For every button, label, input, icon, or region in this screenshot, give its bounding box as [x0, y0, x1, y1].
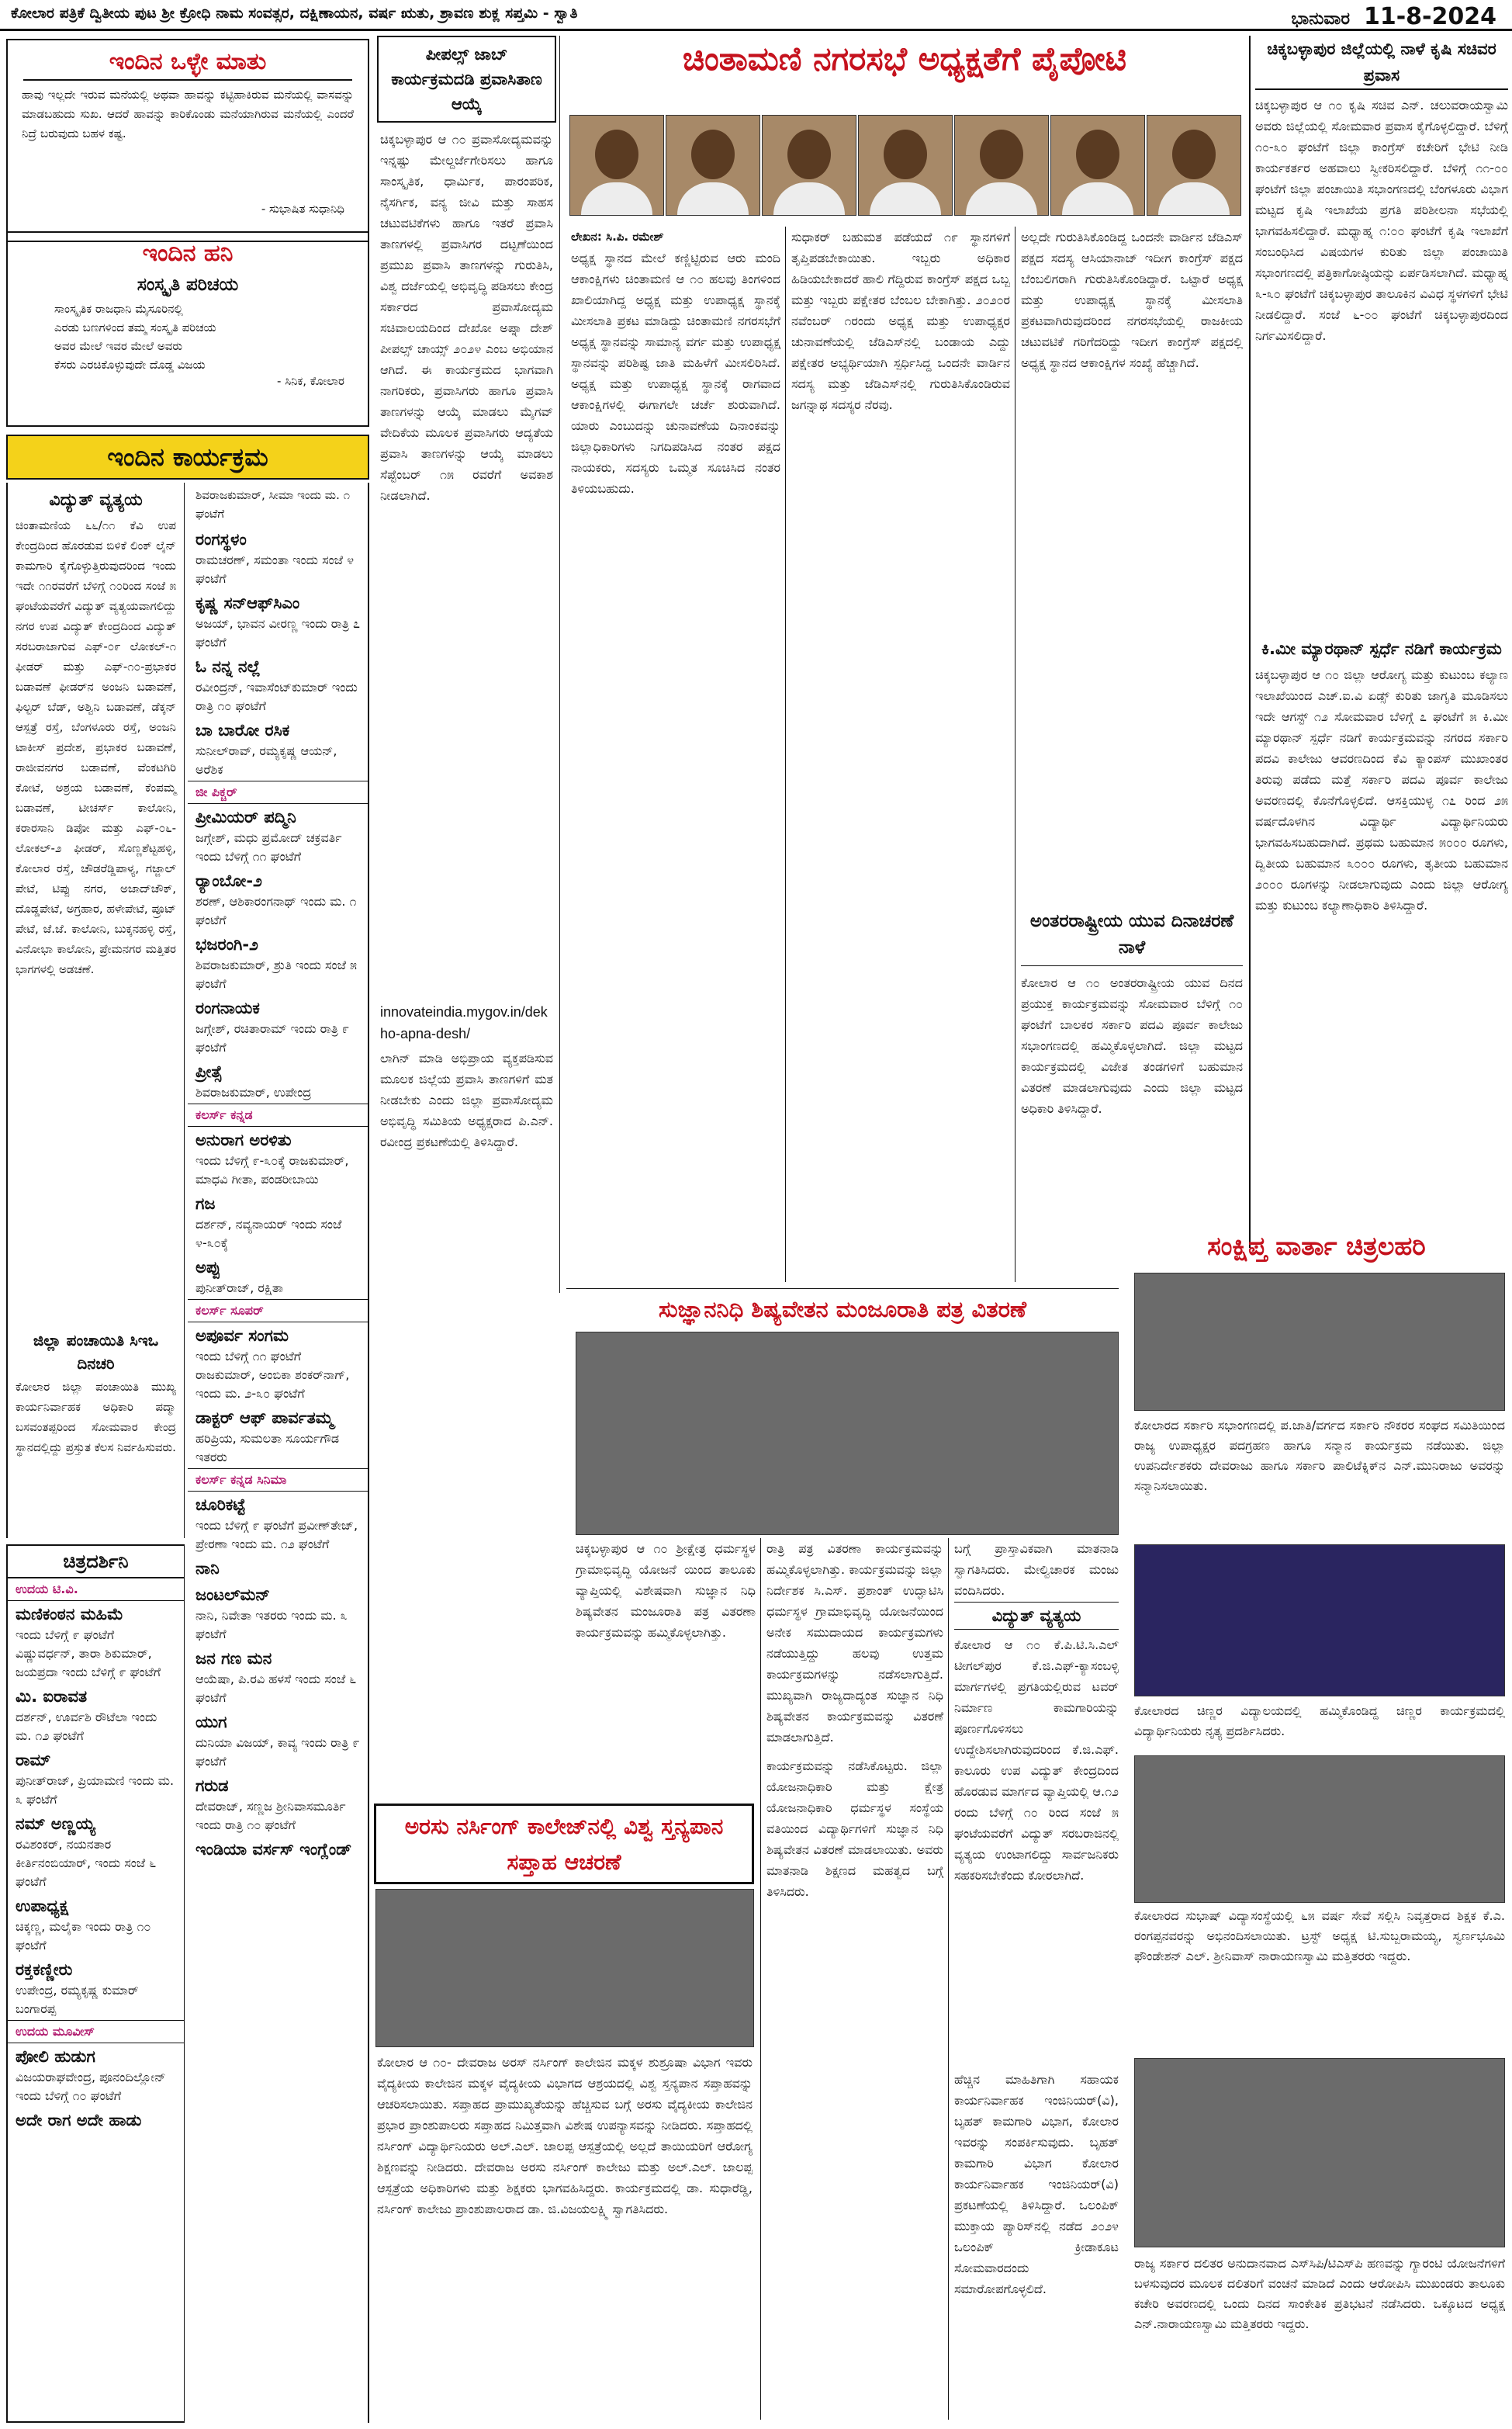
column-rule: [785, 227, 786, 1282]
snippets-title: ಸಂಕ್ಷಿಪ್ತ ವಾರ್ತಾ ಚಿತ್ರಲಹರಿ: [1207, 1231, 1426, 1261]
scholarship-col-2-text: ರಾತ್ರಿ ಪತ್ರ ವಿತರಣಾ ಕಾರ್ಯಕ್ರಮವನ್ನು ಹಮ್ಮಿಕೊಳ್ಳಲಾಗಿತ್ತು. ಕಾರ್ಯಕ್ರಮವನ್ನು ಜಿಲ್ಲಾ ನಿರ್ದೇಶಕ ಸಿ.ಎಸ್. ಪ್ರಶಾಂತ್ ಉದ್ಘಾಟಿಸಿ ಧರ್ಮಸ್ಥಳ ಗ್ರಾಮಾಭಿವೃದ್ಧಿ ಯೋಜನೆಯಿಂದ ಅನೇಕ ಸಮುದಾಯದ ಕಾರ್ಯಕ್ರಮಗಳು ನಡೆಯುತ್ತಿದ್ದು ಹಲವು ಉತ್ತಮ ಕಾರ್ಯಕ್ರಮಗಳನ್ನು ನಡೆಸಲಾಗುತ್ತಿದೆ. ಮುಖ್ಯವಾಗಿ ರಾಜ್ಯದಾದ್ಯಂತ ಸುಜ್ಞಾನ ನಿಧಿ ಶಿಷ್ಯವೇತನ ಕಾರ್ಯಕ್ರಮವನ್ನು ವಿತರಣೆ ಮಾಡಲಾಗುತ್ತಿದೆ.: [766, 1541, 943, 1745]
tv-listing-info: ಇಂದು ಬೆಳಿಗ್ಗೆ ೧೧ ಘಂಟೆಗೆ ರಾಜಕುಮಾರ್, ಅಂಬಿಕಾ ಶಂಕರ್‌ನಾಗ್, ಇಂದು ಮ. ೨-೩೦ ಘಂಟೆಗೆ: [195, 1349, 350, 1401]
tv-listing: [188, 1322, 368, 1405]
snippet-caption-2: ಕೋಲಾರದ ಚಿಣ್ಣರ ವಿದ್ಯಾಲಯದಲ್ಲಿ ಹಮ್ಮಿಕೊಂಡಿದ್ದ ಚಿಣ್ಣರ ಕಾರ್ಯಕ್ರಮದಲ್ಲಿ ವಿದ್ಯಾರ್ಥಿನಿಯರು ನೃತ್ಯ ಪ್ರದರ್ಶಿಸಿದರು.: [1134, 1703, 1505, 1738]
todays-drop-title: ಇಂದಿನ ಹನಿ: [142, 240, 234, 267]
agri-text: ಚಿಕ್ಕಬಳ್ಳಾಪುರ ಆ ೧೦ ಕೃಷಿ ಸಚಿವ ಎನ್. ಚಲುವರಾಯಸ್ವಾಮಿ ಅವರು ಜಿಲ್ಲೆಯಲ್ಲಿ ಸೋಮವಾರ ಪ್ರವಾಸ ಕೈಗೊಳ್ಳಲಿದ್ದಾರೆ. ಬೆಳಿಗ್ಗೆ ೧೦-೩೦ ಘಂಟೆಗೆ ಜಿಲ್ಲಾ ಕಾಂಗ್ರೆಸ್ ಕಚೇರಿಗೆ ಭೇಟಿ ನೀಡಿ ಕಾರ್ಯಕರ್ತರ ಅಹವಾಲು ಸ್ವೀಕರಿಸಲಿದ್ದಾರೆ. ಬೆಳಿಗ್ಗೆ ೧೧-೦೦ ಘಂಟೆಗೆ ಜಿಲ್ಲಾ ಪಂಚಾಯಿತಿ ಸಭಾಂಗಣದಲ್ಲಿ ಬೆಂಗಳೂರು ವಿಭಾಗ ಮಟ್ಟದ ಕೃಷಿ ಇಲಾಖೆಯ ಪ್ರಗತಿ ಪರಿಶೀಲನಾ ಸಭೆಯಲ್ಲಿ ಭಾಗವಹಿಸಲಿದ್ದಾರೆ. ಮಧ್ಯಾಹ್ನ ೧:೦೦ ಘಂಟೆಗೆ ಕೃಷಿ ಇಲಾಖೆಗೆ ಸಂಬಂಧಿಸಿದ ವಿಷಯಗಳ ಕುರಿತು ಜಿಲ್ಲಾ ಪಂಚಾಯಿತಿ ಸಭಾಂಗಣದಲ್ಲಿ ಪತ್ರಿಕಾಗೋಷ್ಠಿಯನ್ನು ಏರ್ಪಡಿಸಲಾಗಿದೆ. ಮಧ್ಯಾಹ್ನ ೩-೩೦ ಘಂಟೆಗೆ ಚಿಕ್ಕಬಳ್ಳಾಪುರ ತಾಲೂಕಿನ ವಿವಿಧ ಸ್ಥಳಗಳಿಗೆ ಭೇಟಿ ನೀಡಲಿದ್ದಾರೆ. ಸಂಜೆ ೬-೦೦ ಘಂಟೆಗೆ ಚಿಕ್ಕಬಳ್ಳಾಪುರದಿಂದ ನಿರ್ಗಮಿಸಲಿದ್ದಾರೆ.: [1255, 98, 1508, 343]
masthead-date: ಭಾನುವಾರ 11-8-2024: [1291, 3, 1496, 30]
tv-listing-title: ಅಪ್ಪು: [195, 1258, 221, 1277]
tv-listing-info: ದರ್ಶನ್, ನವ್ಯನಾಯರ್ ಇಂದು ಸಂಜೆ ೪-೩೦ಕ್ಕೆ: [195, 1217, 342, 1250]
movie-group: [8, 2043, 184, 2133]
todays-drop-line: ಸಾಂಸ್ಕೃತಿಕ ರಾಜಧಾನಿ ಮೈಸೂರಿನಲ್ಲಿ: [54, 302, 183, 316]
tv-listing-info: ಇಂದು ಬೆಳಿಗ್ಗೆ ೯ ಘಂಟೆಗೆ ವಿಷ್ಣುವರ್ಧನ್, ತಾರಾ ಶಿಕುಮಾರ್, ಜಯಪ್ರದಾ ಇಂದು ಬೆಳಿಗ್ಗೆ ೯ ಘಂಟೆಗೆ: [16, 1627, 161, 1679]
tv-listing: [188, 868, 368, 931]
tv-listing-info: ಶಿವರಾಜಕುಮಾರ್, ಉಪೇಂದ್ರ: [195, 1085, 312, 1100]
tv-listing-info: ಸುನೀಲ್‌ರಾವ್, ರಮ್ಯಕೃಷ್ಣ ಆಯನ್, ಅರೆಶಿಕ: [195, 743, 337, 777]
tv-listing-info: ದರ್ಶನ್, ಊರ್ವಶಿ ರೌಟೆಲಾ ಇಂದು ಮ. ೧೨ ಘಂಟೆಗೆ: [16, 1710, 157, 1743]
tv-listing: [8, 1683, 184, 1747]
power-cut-2-text: ಕೋಲಾರ ಆ ೧೦ ಕೆ.ಪಿ.ಟಿ.ಸಿ.ಎಲ್ ಟೀಗಲ್‌ಪುರ ಕೆ.ಜಿ.ಎಫ್-ಕ್ಯಾಸಂಬಳ್ಳಿ ಮಾರ್ಗಗಳಲ್ಲಿ ಪ್ರಗತಿಯಲ್ಲಿರುವ ಟವರ್ ನಿರ್ಮಾಣ ಕಾಮಗಾರಿಯನ್ನು ಪೂರ್ಣಗೊಳಿಸಲು ಉದ್ದೇಶಿಸಲಾಗಿರುವುದರಿಂದ ಕೆ.ಜಿ.ಎಫ್. ಕಾಲೂರು ಉಪ ವಿದ್ಯುತ್ ಕೇಂದ್ರದಿಂದ ಹೊರಡುವ ಮಾರ್ಗದ ವ್ಯಾಪ್ತಿಯಲ್ಲಿ ಆ.೧೨ ರಂದು ಬೆಳಿಗ್ಗೆ ೧೦ ರಿಂದ ಸಂಜೆ ೫ ಘಂಟೆಯವರೆಗೆ ವಿದ್ಯುತ್ ಸರಬರಾಜಿನಲ್ಲಿ ವ್ಯತ್ಯಯ ಉಂಟಾಗಲಿದ್ದು ಸಾರ್ವಜನಿಕರು ಸಹಕರಿಸಬೇಕೆಂದು ಕೋರಲಾಗಿದೆ.: [954, 1637, 1119, 1883]
tv-listing: [188, 1127, 368, 1190]
tv-listing: [8, 1893, 184, 1956]
tv-listing: [188, 1190, 368, 1254]
program-banner: [6, 435, 369, 480]
scholarship-col-2-more: ಕಾರ್ಯಕ್ರಮವನ್ನು ನಡೆಸಿಕೊಟ್ಟರು. ಜಿಲ್ಲಾ ಯೋಜನಾಧಿಕಾರಿ ಮತ್ತು ಕ್ಷೇತ್ರ ಯೋಜನಾಧಿಕಾರಿ ಧರ್ಮಸ್ಥಳ ಸಂಸ್ಥೆಯ ವತಿಯಿಂದ ವಿದ್ಯಾರ್ಥಿಗಳಿಗೆ ಸುಜ್ಞಾನ ನಿಧಿ ಶಿಷ್ಯವೇತನ ವಿತರಣೆ ಮಾಡಲಾಯಿತು. ಅವರು ಮಾತನಾಡಿ ಶಿಕ್ಷಣದ ಮಹತ್ವದ ಬಗ್ಗೆ ತಿಳಿಸಿದರು.: [766, 1759, 943, 1899]
scholarship-col-3: [954, 1538, 1119, 2420]
tv-listing-title: ರ್‍ಯಾಂಬೋ-೨: [195, 871, 262, 890]
tv-listing-info: ಚಿಕ್ಕಣ್ಣ, ಮಲೈಕಾ ಇಂದು ರಾತ್ರಿ ೧೦ ಘಂಟೆಗೆ: [16, 1919, 151, 1953]
tv-listing: [8, 1956, 184, 2020]
column-rule: [1249, 36, 1251, 1248]
tv-listing-title: ಕೃಷ್ಣ ಸನ್‌ಆಫ್‌ಸಿಎಂ: [195, 594, 300, 612]
tv-listing: [188, 1645, 368, 1709]
ceo-text: ಕೋಲಾರ ಜಿಲ್ಲಾ ಪಂಚಾಯಿತಿ ಮುಖ್ಯ ಕಾರ್ಯನಿರ್ವಾಹಕ ಅಧಿಕಾರಿ ಪದ್ಮಾ ಬಸವಂತಪ್ಪರಿಂದ ಸೋಮವಾರ ಕೇಂದ್ರ ಸ್ಥಾನದಲ್ಲಿದ್ದು ಪ್ರಸ್ತುತ ಕೆಲಸ ನಿರ್ವಹಿಸುವರು.: [16, 1380, 176, 1454]
snippet-caption-1: ಕೋಲಾರದ ಸರ್ಕಾರಿ ಸಭಾಂಗಣದಲ್ಲಿ ಪ.ಜಾತಿ/ವರ್ಗದ ಸರ್ಕಾರಿ ನೌಕರರ ಸಂಘದ ಸಮಿತಿಯಿಂದ ರಾಜ್ಯ ಉಪಾಧ್ಯಕ್ಷರ ಪದಗ್ರಹಣ ಹಾಗೂ ಸನ್ಮಾನ ಕಾರ್ಯಕ್ರಮ ನಡೆಯಿತು. ಜಿಲ್ಲಾ ಉಪನಿರ್ದೇಶಕರು ದೇವರಾಜು ಹಾಗೂ ಸರ್ಕಾರಿ ಪಾಲಿಟೆಕ್ನಿಕ್‌ನ ಎನ್.ಮುನಿರಾಜು ಅವರನ್ನು ಸನ್ಮಾನಿಸಲಾಯಿತು.: [1134, 1418, 1505, 1493]
tv-listing-title: ಡಾಕ್ಟರ್ ಆಫ್ ಪಾರ್ವತಮ್ಮ: [195, 1409, 334, 1427]
todays-drop-source: - ಸಿನಿಕ, ಕೋಲಾರ: [277, 374, 344, 388]
marathon-title: ಕಿ.ಮೀ ಮ್ಯಾರಥಾನ್ ಸ್ಪರ್ಧೆ ನಡಿಗೆ ಕಾರ್ಯಕ್ರಮ: [1261, 639, 1502, 658]
channel-label: ಉದಯ ಮೂವೀಸ್: [8, 2020, 184, 2043]
tv-listing: [8, 1747, 184, 1810]
lead-col-3: ಅಲ್ಲದೇ ಗುರುತಿಸಿಕೊಂಡಿದ್ದ ಒಂದನೇ ವಾರ್ಡಿನ ಜೆಡಿಎಸ್ ಪಕ್ಷದ ಸದಸ್ಯ ಆಸಿಯಾನಾಜ್ ಇದೀಗ ಕಾಂಗ್ರೆಸ್ ಪಕ್ಷದ ಬೆಂಬಲಿಗರಾಗಿ ಗುರುತಿಸಿಕೊಂಡಿದ್ದಾರೆ. ಒಟ್ಟಾರೆ ಅಧ್ಯಕ್ಷ ಮತ್ತು ಉಪಾಧ್ಯಕ್ಷ ಸ್ಥಾನಕ್ಕೆ ಮೀಸಲಾತಿ ಪ್ರಕಟವಾಗಿರುವುದರಿಂದ ನಗರಸಭೆಯಲ್ಲಿ ರಾಜಕೀಯ ಚಟುವಟಿಕೆ ಗರಿಗೆದರಿದ್ದು ಇದೀಗ ಕಾಂಗ್ರೆಸ್ ಪಕ್ಷದಲ್ಲಿ ಅಧ್ಯಕ್ಷ ಸ್ಥಾನದ ಆಕಾಂಕ್ಷಿಗಳ ಸಂಖ್ಯೆ ಹೆಚ್ಚಾಗಿದೆ.: [1021, 230, 1243, 370]
tv-listing: [188, 1836, 368, 1862]
tv-listing: [188, 1254, 368, 1299]
tv-listing: [188, 804, 368, 868]
tv-listing-title: ಜನ ಗಣ ಮನ: [195, 1649, 272, 1668]
tv-listing-title: ರಂಗಸ್ಥಳಂ: [195, 530, 247, 549]
nursing-text: ಕೋಲಾರ ಆ ೧೦- ದೇವರಾಜ ಅರಸ್ ನರ್ಸಿಂಗ್ ಕಾಲೇಜಿನ ಮಕ್ಕಳ ಶುಶ್ರೂಷಾ ವಿಭಾಗ ಇವರು ವೈದ್ಯಕೀಯ ಕಾಲೇಜಿನ ಮಕ್ಕಳ ವೈದ್ಯಕೀಯ ವಿಭಾಗದ ಆಶ್ರಯದಲ್ಲಿ ವಿಶ್ವ ಸ್ತನ್ಯಪಾನ ಸಪ್ತಾಹವನ್ನು ಆಚರಿಸಲಾಯಿತು. ಸಪ್ತಾಹದ ಪ್ರಾಮುಖ್ಯತೆಯನ್ನು ಹೆಚ್ಚಿಸುವ ಬಗ್ಗೆ ಅರಸು ವೈದ್ಯಕೀಯ ಕಾಲೇಜಿನ ಪ್ರಭಾರ ಪ್ರಾಂಶುಪಾಲರು ಸಪ್ತಾಹದ ನಿಮಿತ್ತವಾಗಿ ವಿಶೇಷ ಉಪನ್ಯಾಸವನ್ನು ನೀಡಿದರು. ಸಪ್ತಾಹದಲ್ಲಿ ನರ್ಸಿಂಗ್ ವಿದ್ಯಾರ್ಥಿನಿಯರು ಅಲ್.ಎಲ್. ಜಾಲಪ್ಪ ಆಸ್ಪತ್ರೆಯಲ್ಲಿ ಅಲ್ಲದೆ ತಾಯಿಯರಿಗೆ ಆರೋಗ್ಯ ಶಿಕ್ಷಣವನ್ನು ನೀಡಿದರು. ದೇವರಾಜ ಅರಸು ನರ್ಸಿಂಗ್ ಕಾಲೇಜು ಮತ್ತು ಅಲ್.ಎಲ್. ಜಾಲಪ್ಪ ಆಸ್ಪತ್ರೆಯ ಅಧಿಕಾರಿಗಳು ಮತ್ತು ಶಿಕ್ಷಕರು ಭಾಗವಹಿಸಿದ್ದರು. ಕಾರ್ಯಕ್ರಮದಲ್ಲಿ ಡಾ. ಸುಧಾರೆಡ್ಡಿ, ನರ್ಸಿಂಗ್ ಕಾಲೇಜು ಪ್ರಾಂಶುಪಾಲರಾದ ಡಾ. ಜಿ.ವಿಜಯಲಕ್ಷ್ಮಿ ಸ್ವಾಗತಿಸಿದರು.: [377, 2055, 753, 2216]
tv-listing: [188, 526, 368, 590]
nursing-photo: [375, 1889, 754, 2047]
tv-listing-info: ರಾಮಚರಣ್, ಸಮಂತಾ ಇಂದು ಸಂಜೆ ೪ ಘಂಟೆಗೆ: [195, 553, 355, 586]
tv-listing-title: ಮಣಿಕಂಠನ ಮಹಿಮೆ: [16, 1605, 123, 1623]
tv-listing: [8, 1601, 184, 1683]
tv-listing-title: ನಮ್ ಅಣ್ಣಯ್ಯ: [16, 1814, 95, 1833]
tv-listing-info: ಶರಣ್, ಆಶಿಕಾರಂಗನಾಥ್ ಇಂದು ಮ. ೧ ಘಂಟೆಗೆ: [195, 894, 357, 927]
todays-drop-line: ಎರಡು ಬಣಗಳಿಂದ ತಮ್ಮ ಸಂಸ್ಕೃತಿ ಪರಿಚಯ: [54, 321, 216, 334]
channel-label: ಕಲರ್ಸ್ ಕನ್ನಡ ಸಿನಿಮಾ: [188, 1468, 368, 1492]
person-photo: [666, 115, 760, 216]
tv-listing: [188, 1582, 368, 1645]
lead-col-2: ಸುಧಾಕರ್ ಬಹುಮತ ಪಡೆಯದೆ ೧೯ ಸ್ಥಾನಗಳಿಗೆ ತೃಪ್ತಿಪಡಬೇಕಾಯಿತು. ಇಬ್ಬರು ಅಧಿಕಾರ ಹಿಡಿಯಬೇಕಾದರೆ ಹಾಲಿ ಗೆದ್ದಿರುವ ಕಾಂಗ್ರೆಸ್ ಪಕ್ಷದ ಒಬ್ಬ ಮತ್ತು ಇಬ್ಬರು ಪಕ್ಷೇತರ ಬೆಂಬಲ ಬೇಕಾಗಿತ್ತು. ೨೦೨೦ರ ನವೆಂಬರ್ ೧ರಂದು ಅಧ್ಯಕ್ಷ ಮತ್ತು ಉಪಾಧ್ಯಕ್ಷರ ಚುನಾವಣೆಯಲ್ಲಿ ಜೆಡಿಎಸ್‌ನಲ್ಲಿ ಬಂಡಾಯ ಎದ್ದು ಪಕ್ಷೇತರ ಅಭ್ಯರ್ಥಿಯಾಗಿ ಸ್ಪರ್ಧಿಸಿದ್ದ ಒಂದನೇ ವಾರ್ಡಿನ ಸದಸ್ಯ ಮತ್ತು ಜೆಡಿಎಸ್‌ನಲ್ಲಿ ಗುರುತಿಸಿಕೊಂಡಿರುವ ಜಗನ್ನಾಥ ಸದಸ್ಯರ ನೆರವು.: [791, 230, 1010, 412]
tv-listing-info: ದೇವರಾಜ್, ಸಣ್ಣಜ ಶ್ರೀನಿವಾಸಮೂರ್ತಿ ಇಂದು ರಾತ್ರಿ ೧೦ ಘಂಟೆಗೆ: [195, 1799, 346, 1832]
movie-group: [188, 1127, 368, 1299]
snippet-photo-1: [1134, 1273, 1505, 1411]
youth-day-title: ಅಂತರರಾಷ್ಟ್ರೀಯ ಯುವ ದಿನಾಚರಣೆ ನಾಳೆ: [1021, 908, 1243, 966]
tv-listing: [188, 653, 368, 717]
lead-headline: [566, 36, 1243, 84]
tv-listing-info: ಜಗ್ಗೇಶ್, ರಚಿತಾರಾಮ್ ಇಂದು ರಾತ್ರಿ ೯ ಘಂಟೆಗೆ: [195, 1021, 349, 1055]
tv-listing: [188, 1059, 368, 1104]
person-photo: [1147, 115, 1241, 216]
tv-listing-info: ಹರಿಪ್ರಿಯ, ಸುಮಲತಾ ಸೂರ್ಯಗೌಡ ಇತರರು: [195, 1431, 340, 1464]
tv-listing-title: ರಂಗನಾಯಕ: [195, 999, 260, 1017]
tv-listing-title: ಉಪಾಧ್ಯಕ್ಷ: [16, 1897, 69, 1915]
tv-listing: [8, 2043, 184, 2107]
people-job-link[interactable]: innovateindia.mygov.in/dekho-apna-desh/: [380, 1004, 548, 1041]
tv-listing: [188, 931, 368, 995]
tv-listing-title: ನಾನಿ: [195, 1559, 220, 1578]
person-photo: [569, 115, 664, 216]
movie-group: [188, 1492, 368, 1862]
movie-group: [188, 526, 368, 781]
tv-listing-title: ಮಿ. ಐರಾವತ: [16, 1687, 88, 1706]
lead-title: ಚಿಂತಾಮಣಿ ನಗರಸಭೆ ಅಧ್ಯಕ್ಷತೆಗೆ ಪೈಪೋಟಿ: [682, 40, 1127, 78]
todays-drop-lines: [8, 298, 368, 374]
tv-listing-info: ಉಪೇಂದ್ರ, ರಮ್ಯಕೃಷ್ಣ ಕುಮಾರ್ ಬಂಗಾರಪ್ಪ: [16, 1983, 139, 2016]
chitradarshini-title: ಚಿತ್ರದರ್ಶಿನಿ: [8, 1546, 184, 1578]
tv-listing-title: ಅಪೂರ್ವ ಸಂಗಮ: [195, 1326, 289, 1345]
divider: [566, 1288, 1119, 1289]
tv-listing: [188, 1405, 368, 1468]
lead-col-1: [571, 227, 780, 1284]
program-left-col: [6, 483, 185, 1538]
good-words-source: - ಸುಭಾಷಿತ ಸುಧಾನಿಧಿ: [261, 202, 344, 216]
scholarship-title: ಸುಜ್ಞಾನನಿಧಿ ಶಿಷ್ಯವೇತನ ಮಂಜೂರಾತಿ ಪತ್ರ ವಿತರಣೆ: [658, 1296, 1027, 1322]
lead-byline: ಲೇಖನ: ಸಿ.ಪಿ. ರಮೇಶ್: [571, 230, 664, 244]
todays-drop-box: [6, 231, 369, 427]
tv-listing-info: ಅಜಯ್, ಭಾವನ ವೀರಣ್ಣ ಇಂದು ರಾತ್ರಿ ೭ ಘಂಟೆಗೆ: [195, 616, 361, 650]
tv-listing-title: ಅನುರಾಗ ಅರಳಿತು: [195, 1131, 292, 1149]
tv-listing-info: ಇಂದು ಬೆಳಿಗ್ಗೆ ೯-೩೦ಕ್ಕೆ ರಾಜಕುಮಾರ್, ಮಾಧವಿ ಗೀತಾ, ಪಂಡರೀಬಾಯಿ: [195, 1153, 349, 1187]
power-cut-2-more: ಹೆಚ್ಚಿನ ಮಾಹಿತಿಗಾಗಿ ಸಹಾಯಕ ಕಾರ್ಯನಿರ್ವಾಹಕ ಇಂಜಿನಿಯರ್(ವಿ), ಬೃಹತ್ ಕಾಮಗಾರಿ ವಿಭಾಗ, ಕೋಲಾರ ಇವರನ್ನು ಸಂಪರ್ಕಿಸುವುದು. ಬೃಹತ್ ಕಾಮಗಾರಿ ವಿಭಾಗ ಕೋಲಾರ ಕಾರ್ಯನಿರ್ವಾಹಕ ಇಂಜಿನಿಯರ್(ವಿ) ಪ್ರಕಟಣೆಯಲ್ಲಿ ತಿಳಿಸಿದ್ದಾರೆ. ಒಲಂಪಿಕ್ ಮುಕ್ತಾಯ ಪ್ಯಾರಿಸ್‌ನಲ್ಲಿ ನಡೆದ ೨೦೨೪ ಒಲಂಪಿಕ್ ಕ್ರೀಡಾಕೂಟ ಸೋಮವಾರದಂದು ಸಮಾರೋಪಗೊಳ್ಳಲಿದೆ.: [954, 2072, 1119, 2296]
nursing-title: ಅರಸು ನರ್ಸಿಂಗ್ ಕಾಲೇಜ್‌ನಲ್ಲಿ ವಿಶ್ವ ಸ್ತನ್ಯಪಾನ ಸಪ್ತಾಹ ಆಚರಣೆ: [404, 1814, 724, 1875]
channel-label: ಕಲರ್ಸ್ ಸೂಪರ್: [188, 1299, 368, 1322]
tv-listing-info: ಶಿವರಾಜಕುಮಾರ್, ಶ್ರುತಿ ಇಂದು ಸಂಜೆ ೫ ಘಂಟೆಗೆ: [195, 958, 358, 991]
snippet-caption-4: ರಾಜ್ಯ ಸರ್ಕಾರ ದಲಿತರ ಅನುದಾನವಾದ ಎಸ್‌ಸಿಪಿ/ಟಿಎಸ್‌ಪಿ ಹಣವನ್ನು ಗ್ಯಾರಂಟಿ ಯೋಜನೆಗಳಿಗೆ ಬಳಸುವುದರ ಮೂಲಕ ದಲಿತರಿಗೆ ವಂಚನೆ ಮಾಡಿದೆ ಎಂದು ಆರೋಪಿಸಿ ಮುಖಂಡರು ತಾಲೂಕು ಕಚೇರಿ ಅವರಣದಲ್ಲಿ ಒಂದು ದಿನದ ಸಾಂಕೇತಿಕ ಪ್ರತಿಭಟನೆ ನಡೆಸಿದರು. ಒಕ್ಕೂಟದ ಅಧ್ಯಕ್ಷ ಎನ್.ನಾರಾಯಣಸ್ವಾಮಿ ಮತ್ತಿತರರು ಇದ್ದರು.: [1134, 2256, 1505, 2331]
program-title: ಇಂದಿನ ಕಾರ್ಯಕ್ರಮ: [107, 442, 268, 472]
scholarship-photo: [576, 1332, 1119, 1535]
tv-listing: [188, 717, 368, 781]
tv-listing-title: ರಾಮ್: [16, 1751, 51, 1769]
movie-group: [8, 1601, 184, 2020]
tv-listing: [188, 1555, 368, 1582]
tv-listing-title: ಗರುಡ: [195, 1776, 229, 1795]
people-job-text: ಚಿಕ್ಕಬಳ್ಳಾಪುರ ಆ ೧೦ ಪ್ರವಾಸೋದ್ಯಮವನ್ನು ಇನ್ನಷ್ಟು ಮೇಲ್ದರ್ಜೆಗೇರಿಸಲು ಹಾಗೂ ಸಾಂಸ್ಕೃತಿಕ, ಧಾರ್ಮಿಕ, ಪಾರಂಪರಿಕ, ನೈಸರ್ಗಿಕ, ವನ್ಯ ಜೀವಿ ಮತ್ತು ಸಾಹಸ ಚಟುವಟಿಕೆಗಳು ಹಾಗೂ ಇತರೆ ಪ್ರವಾಸಿ ತಾಣಗಳಲ್ಲಿ ಪ್ರವಾಸಿಗರ ದಟ್ಟಣೆಯಿಂದ ಪ್ರಮುಖ ಪ್ರವಾಸಿ ತಾಣಗಳನ್ನು ಗುರುತಿಸಿ, ವಿಶ್ವ ದರ್ಜೆಯಲ್ಲಿ ಅಭಿವೃದ್ಧಿ ಪಡಿಸಲು ಕೇಂದ್ರ ಸರ್ಕಾರದ ಪ್ರವಾಸೋದ್ಯಮ ಸಚಿವಾಲಯದಿಂದ ದೇಖೋ ಅಪ್ನಾ ದೇಶ್ ಪೀಪಲ್ಸ್ ಚಾಯ್ಸ್ ೨೦೨೪ ಎಂಬ ಅಭಿಯಾನ ಆಗಿದೆ. ಈ ಕಾರ್ಯಕ್ರಮದ ಭಾಗವಾಗಿ ನಾಗರಿಕರು, ಪ್ರವಾಸಿಗರು ಹಾಗೂ ಪ್ರವಾಸಿ ತಾಣಗಳನ್ನು ಆಯ್ಕೆ ಮಾಡಲು ಮೈಗವ್ ವೇದಿಕೆಯ ಮೂಲಕ ಪ್ರವಾಸಿಗರು ಆದ್ಯತೆಯ ಪ್ರವಾಸಿ ತಾಣಗಳನ್ನು ಆಯ್ಕೆ ಮಾಡಲು ಸೆಪ್ಟೆಂಬರ್ ೧೫ ರವರೆಗೆ ಅವಕಾಶ ನೀಡಲಾಗಿದೆ.: [380, 132, 553, 503]
tv-listing-title: ಬಾ ಬಾರೋ ರಸಿಕ: [195, 721, 290, 740]
good-words-title: ಇಂದಿನ ಒಳ್ಳೇ ಮಾತು: [23, 45, 352, 81]
tv-listing-title: ಗಜ: [195, 1194, 216, 1213]
channel-label: ಕಲರ್ಸ್ ಕನ್ನಡ: [188, 1104, 368, 1127]
tv-listing-info: ಇಂದು ಬೆಳಿಗ್ಗೆ ೯ ಘಂಟೆಗೆ ಪ್ರವೀಣ್‌ತೇಜ್, ಪ್ರೇರಣಾ ಇಂದು ಮ. ೧೨ ಘಂಟೆಗೆ: [195, 1518, 358, 1551]
tv-listing-title: ಓ ನನ್ನ ನಲ್ಲೆ: [195, 657, 261, 676]
tv-listing-info: ಜಗ್ಗೇಶ್, ಮಧು ಪ್ರಮೋದ್ ಚಕ್ರವರ್ತಿ ಇಂದು ಬೆಳಿಗ್ಗೆ ೧೧ ಘಂಟೆಗೆ: [195, 830, 342, 864]
scholarship-headline: [566, 1291, 1119, 1329]
snippet-photo-3: [1134, 1755, 1505, 1903]
tv-listing: [188, 1772, 368, 1836]
tv-listing-info: ಪುನೀತ್‌ರಾಜ್, ರಕ್ಷಿತಾ: [195, 1280, 283, 1295]
good-words-text: ಹಾವು ಇಲ್ಲದೇ ಇರುವ ಮನೆಯಲ್ಲಿ ಅಥವಾ ಹಾವನ್ನು ಕಟ್ಟಿಹಾಕಿರುವ ಮನೆಯಲ್ಲಿ ವಾಸವನ್ನು ಮಾಡಬಹುದು ಸುಖ. ಆದರೆ ಹಾವನ್ನು ಕಾರಿಕೊಂಡು ಮನೆಯಾಗಿರುವ ಮನೆಯಲ್ಲಿ ಎಂದರೆ ನಿದ್ರೆ ಬರುವುದು ಬಹಳ ಕಷ್ಟ.: [22, 88, 354, 140]
person-photo: [762, 115, 856, 216]
movie-intro: ಶಿವರಾಜಕುಮಾರ್, ಸೀಮಾ ಇಂದು ಮ. ೧ ಘಂಟೆಗೆ: [195, 488, 351, 521]
movie-list-col: [188, 483, 369, 2423]
tv-listing-title: ಚೂರಿಕಟ್ಟೆ: [195, 1495, 246, 1514]
tv-listing-info: ಆಯೆಷಾ, ಪಿ.ರವಿ ಹಳಸೆ ಇಂದು ಸಂಜೆ ೬ ಘಂಟೆಗೆ: [195, 1672, 357, 1705]
chitradarshini-col: [6, 1544, 185, 2423]
tv-listing: [188, 590, 368, 653]
power-cut-text: ಚಿಂತಾಮಣಿಯ ೬೬/೧೧ ಕೆವಿ ಉಪ ಕೇಂದ್ರದಿಂದ ಹೊರಡುವ ಬಿಳಿಕೆ ಲಿಂಕ್ ಲೈನ್ ಕಾಮಗಾರಿ ಕೈಗೊಳ್ಳುತ್ತಿರುವುದರಿಂದ ಇಂದು ಇದೇ ೧೧ರವರೆಗೆ ಬೆಳಿಗ್ಗೆ ೧೦ರಿಂದ ಸಂಜೆ ೫ ಘಂಟೆಯವರೆಗೆ ವಿದ್ಯುತ್ ವ್ಯತ್ಯಯವಾಗಲಿದ್ದು ನಗರ ಉಪ ವಿದ್ಯುತ್ ಕೇಂದ್ರದಿಂದ ವಿದ್ಯುತ್ ಸರಬರಾಜಾಗುವ ಎಫ್-೦೯ ಲೋಕಲ್-೧ ಫೀಡರ್ ಮತ್ತು ಎಫ್-೧೦-ಪ್ರಭಾಕರ ಬಡಾವಣೆ ಫೀಡರ್‌ನ ಅಂಜನಿ ಬಡಾವಣೆ, ಫಿಲ್ಟರ್ ಬೆಡ್, ಅಶ್ವಿನಿ ಬಡಾವಣೆ, ಡೆಕ್ಕನ್ ಆಸ್ಪತ್ರೆ ರಸ್ತೆ, ಬೆಂಗಳೂರು ರಸ್ತೆ, ಅಂಜನಿ ಟಾಕೀಸ್ ಪ್ರದೇಶ, ಪ್ರಭಾಕರ ಬಡಾವಣೆ, ರಾಜೀವನಗರ ಬಡಾವಣೆ, ವೆಂಕಟಗಿರಿ ಕೋಟೆ, ಅಶ್ರಯ ಬಡಾವಣೆ, ಕೆಂಪಮ್ಮ ಬಡಾವಣೆ, ಟೀಚರ್ಸ್ ಕಾಲೋನಿ, ಕರಾರಸಾನಿ ಡಿಪೋ ಮತ್ತು ಎಫ್-೦೬-ಲೋಕಲ್-೨ ಫೀಡರ್, ಸೊಣ್ಣಶೆಟ್ಟಹಳ್ಳಿ, ಕೋಲಾರ ರಸ್ತೆ, ಚೌಡರೆಡ್ಡಿಪಾಳ್ಯ, ಗಜ್ಜಾಲ್ ಪೇಟೆ, ಟಿಪ್ಪು ನಗರ, ಅಜಾದ್‌ಚೌಕ್, ದೊಡ್ಡಪೇಟೆ, ಅಗ್ರಹಾರ, ಹಳೇಪೇಟೆ, ಪ್ರೂಟ್ ಪೇಟೆ, ಜೆ.ಜೆ. ಕಾಲೋನಿ, ಬುಕ್ಕನಹಳ್ಳಿ ರಸ್ತೆ, ವಿನೋಭಾ ಕಾಲೋನಿ, ಪ್ರೇಮನಗರ ಮತ್ತಿತರ ಭಾಗಗಳಲ್ಲಿ ಅಡಚಣೆ.: [16, 518, 176, 976]
movie-group: [188, 1322, 368, 1468]
tv-listing-info: ರವಿಶಂಕರ್, ನಯನತಾರ ಕೀರ್ತಿನಂಬಿಯಾರ್, ಇಂದು ಸಂಜೆ ೬ ಘಂಟೆಗೆ: [16, 1837, 157, 1889]
movie-group: [188, 804, 368, 1104]
tv-listing-title: ಅದೇ ರಾಗ ಅದೇ ಹಾಡು: [16, 2111, 142, 2129]
tv-listing-title: ಪೋಲಿ ಹುಡುಗ: [16, 2047, 95, 2066]
people-job-text-2: ಲಾಗಿನ್ ಮಾಡಿ ಅಭಿಪ್ರಾಯ ವ್ಯಕ್ತಪಡಿಸುವ ಮೂಲಕ ಜಿಲ್ಲೆಯ ಪ್ರವಾಸಿ ತಾಣಗಳಿಗೆ ಮತ ನೀಡಬೇಕು ಎಂದು ಜಿಲ್ಲಾ ಪ್ರವಾಸೋದ್ಯಮ ಅಭಿವೃದ್ಧಿ ಸಮಿತಿಯ ಅಧ್ಯಕ್ಷರಾದ ಪಿ.ಎನ್. ರವೀಂದ್ರ ಪ್ರಕಟಣೆಯಲ್ಲಿ ತಿಳಿಸಿದ್ದಾರೆ.: [380, 1051, 553, 1149]
tv-listing-info: ರವೀಂದ್ರನ್, ಇವಾಸೆಂಟ್‌ಕುಮಾರ್ ಇಂದು ರಾತ್ರಿ ೧೦ ಘಂಟೆಗೆ: [195, 680, 358, 713]
marathon-text: ಚಿಕ್ಕಬಳ್ಳಾಪುರ ಆ ೧೦ ಜಿಲ್ಲಾ ಆರೋಗ್ಯ ಮತ್ತು ಕುಟುಂಬ ಕಲ್ಯಾಣ ಇಲಾಖೆಯಿಂದ ಎಚ್.ಐ.ವಿ ಏಡ್ಸ್ ಕುರಿತು ಜಾಗೃತಿ ಮೂಡಿಸಲು ಇದೇ ಆಗಸ್ಟ್ ೧೨ ಸೋಮವಾರ ಬೆಳಿಗ್ಗೆ ೭ ಘಂಟೆಗೆ ೫ ಕಿ.ಮೀ ಮ್ಯಾರಥಾನ್ ಸ್ಪರ್ಧೆ ನಡಿಗೆ ಕಾರ್ಯಕ್ರಮವನ್ನು ನಗರದ ಸರ್ಕಾರಿ ಪದವಿ ಕಾಲೇಜು ಆವರಣದಿಂದ ಕೆವಿ ಕ್ಯಾಂಪಸ್ ಮುಖಾಂತರ ತಿರುವು ಪಡೆದು ಮತ್ತೆ ಸರ್ಕಾರಿ ಪದವಿ ಪೂರ್ವ ಕಾಲೇಜು ಅವರಣದಲ್ಲಿ ಕೊನೆಗೊಳ್ಳಲಿದೆ. ಆಸಕ್ತಿಯುಳ್ಳ ೧೭ ರಿಂದ ೨೫ ವರ್ಷದೊಳಗಿನ ವಿದ್ಯಾರ್ಥಿ ವಿದ್ಯಾರ್ಥಿನಿಯರು ಭಾಗವಹಿಸಬಹುದಾಗಿದೆ. ಪ್ರಥಮ ಬಹುಮಾನ ೫೦೦೦ ರೂಗಳು, ದ್ವಿತೀಯ ಬಹುಮಾನ ೩೦೦೦ ರೂಗಳು, ತೃತೀಯ ಬಹುಮಾನ ೨೦೦೦ ರೂಗಳನ್ನು ನೀಡಲಾಗುವುದು ಎಂದು ಜಿಲ್ಲಾ ಆರೋಗ್ಯ ಮತ್ತು ಕುಟುಂಬ ಕಲ್ಯಾಣಾಧಿಕಾರಿ ತಿಳಿಸಿದ್ದಾರೆ.: [1255, 667, 1508, 913]
tv-listing-info: ಪುನೀತ್‌ರಾಜ್, ಪ್ರಿಯಾಮಣಿ ಇಂದು ಮ. ೩ ಘಂಟೆಗೆ: [16, 1773, 175, 1807]
person-photo: [858, 115, 953, 216]
snippet-photo-2: [1134, 1544, 1505, 1696]
tv-listing-title: ಇಂಡಿಯಾ ವರ್ಸಸ್ ಇಂಗ್ಲೆಂಡ್: [195, 1840, 352, 1859]
tv-listing-title: ರಕ್ತಕಣ್ಣೀರು: [16, 1960, 73, 1979]
snippet-caption-3: ಕೋಲಾರದ ಸುಭಾಷ್ ವಿದ್ಯಾಸಂಸ್ಥೆಯಲ್ಲಿ ೬೫ ವರ್ಷ ಸೇವೆ ಸಲ್ಲಿಸಿ ನಿವೃತ್ತರಾದ ಶಿಕ್ಷಕ ಕೆ.ಎ. ರಂಗಪ್ಪನವರನ್ನು ಅಭಿನಂದಿಸಲಾಯಿತು. ಟ್ರಸ್ಟ್ ಅಧ್ಯಕ್ಷ ಟಿ.ಸುಬ್ಬರಾಮಯ್ಯ, ಸ್ವರ್ಣಭೂಮಿ ಫೌಂಡೇಶನ್ ಎಲ್. ಶ್ರೀನಿವಾಸ್ ನಾರಾಯಣಸ್ವಾಮಿ ಮತ್ತಿತರರು ಇದ್ದರು.: [1134, 1908, 1505, 1963]
scholarship-col-2: [766, 1538, 943, 2420]
scholarship-col-3-text: ಬಗ್ಗೆ ಪ್ರಾಸ್ತಾವಿಕವಾಗಿ ಮಾತನಾಡಿ ಸ್ವಾಗತಿಸಿದರು. ಮೇಲ್ವಿಚಾರಕ ಮಂಜು ವಂದಿಸಿದರು.: [954, 1541, 1119, 1597]
scholarship-col-1: ಚಿಕ್ಕಬಳ್ಳಾಪುರ ಆ ೧೦ ಶ್ರೀಕ್ಷೇತ್ರ ಧರ್ಮಸ್ಥಳ ಗ್ರಾಮಾಭಿವೃದ್ಧಿ ಯೋಜನೆ ಯಿಂದ ತಾಲೂಕು ವ್ಯಾಪ್ತಿಯಲ್ಲಿ ವಿಶೇಷವಾಗಿ ಸುಜ್ಞಾನ ನಿಧಿ ಶಿಷ್ಯವೇತನ ಮಂಜೂರಾತಿ ಪತ್ರ ವಿತರಣಾ ಕಾರ್ಯಕ್ರಮವನ್ನು ಹಮ್ಮಿಕೊಳ್ಳಲಾಗಿತ್ತು.: [576, 1541, 756, 1640]
tv-listing-title: ಪ್ರೀಮಿಯರ್ ಪದ್ಮಿನಿ: [195, 808, 296, 826]
tv-listing: [8, 2107, 184, 2133]
tv-listing: [188, 1709, 368, 1772]
person-photo: [954, 115, 1049, 216]
tv-listing-title: ಭಜರಂಗಿ-೨: [195, 935, 258, 954]
lead-col-1-text: ಅಧ್ಯಕ್ಷ ಸ್ಥಾನದ ಮೇಲೆ ಕಣ್ಣಿಟ್ಟಿರುವ ಆರು ಮಂದಿ ಆಕಾಂಕ್ಷಿಗಳು ಚಿಂತಾಮಣಿ ಆ ೧೦ ಹಲವು ತಿಂಗಳಿಂದ ಖಾಲಿಯಾಗಿದ್ದ ಅಧ್ಯಕ್ಷ ಮತ್ತು ಉಪಾಧ್ಯಕ್ಷ ಸ್ಥಾನಕ್ಕೆ ಮೀಸಲಾತಿ ಪ್ರಕಟ ಮಾಡಿದ್ದು ಚಿಂತಾಮಣಿ ನಗರಸಭೆಗೆ ಅಧ್ಯಕ್ಷ ಸ್ಥಾನವನ್ನು ಸಾಮಾನ್ಯ ವರ್ಗ ಮತ್ತು ಉಪಾಧ್ಯಕ್ಷ ಸ್ಥಾನವನ್ನು ಪರಿಶಿಷ್ಟ ಜಾತಿ ಮಹಿಳೆಗೆ ಮೀಸಲಿರಿಸಿದೆ. ಅಧ್ಯಕ್ಷ ಮತ್ತು ಉಪಾಧ್ಯಕ್ಷ ಸ್ಥಾನಕ್ಕೆ ರಾಗವಾದ ಆಕಾಂಕ್ಷಿಗಳಲ್ಲಿ ಈಗಾಗಲೇ ಚರ್ಚೆ ಶುರುವಾಗಿದೆ. ಯಾರು ಎಂಬುದನ್ನು ಚುನಾವಣೆಯ ದಿನಾಂಕವನ್ನು ಜಿಲ್ಲಾಧಿಕಾರಿಗಳು ನಿಗದಿಪಡಿಸಿದ ನಂತರ ಪಕ್ಷದ ನಾಯಕರು, ಸದಸ್ಯರು ಒಮ್ಮತ ಸೂಚಿಸಿದ ನಂತರ ತಿಳಿಯಬಹುದು.: [571, 251, 780, 496]
people-job-title: ಪೀಪಲ್ಸ್ ಜಾಬ್ ಕಾರ್ಯಕ್ರಮದಡಿ ಪ್ರವಾಸಿತಾಣ ಆಯ್ಕೆ: [377, 36, 556, 123]
masthead-bar: [0, 0, 1512, 31]
tv-listing-info: ದುನಿಯಾ ವಿಜಯ್, ಕಾವ್ಯ ಇಂದು ರಾತ್ರಿ ೯ ಘಂಟೆಗೆ: [195, 1735, 360, 1769]
tv-listing-title: ಪ್ರೀತ್ಸೆ: [195, 1062, 223, 1081]
snippet-photo-4: [1134, 2058, 1505, 2247]
channel-label: ಜೀ ಪಿಕ್ಚರ್: [188, 781, 368, 804]
todays-drop-line: ಅವರ ಮೇಲೆ ಇವರ ಮೇಲೆ ಅವರು: [54, 339, 183, 353]
good-words-box: [6, 39, 369, 242]
masthead-left: ಕೋಲಾರ ಪತ್ರಿಕೆ ದ್ವಿತೀಯ ಪುಟ ಶ್ರೀ ಕ್ರೋಧಿ ನಾಮ ಸಂವತ್ಸರ, ದಕ್ಷಿಣಾಯನ, ವರ್ಷ ಋತು, ಶ್ರಾವಣ ಶುಕ್ಲ ಸಪ್ತಮಿ - ಸ್ವಾತಿ: [11, 5, 578, 22]
ceo-heading: ಜಿಲ್ಲಾ ಪಂಚಾಯಿತಿ ಸಿಇಒ ದಿನಚರಿ: [33, 1331, 159, 1373]
agri-title: ಚಿಕ್ಕಬಳ್ಳಾಪುರ ಜಿಲ್ಲೆಯಲ್ಲಿ ನಾಳೆ ಕೃಷಿ ಸಚಿವರ ಪ್ರವಾಸ: [1255, 36, 1508, 90]
youth-day-text: ಕೋಲಾರ ಆ ೧೦ ಅಂತರರಾಷ್ಟ್ರೀಯ ಯುವ ದಿನದ ಪ್ರಯುಕ್ತ ಕಾರ್ಯಕ್ರಮವನ್ನು ಸೋಮವಾರ ಬೆಳಿಗ್ಗೆ ೧೦ ಘಂಟೆಗೆ ಬಾಲಕರ ಸರ್ಕಾರಿ ಪದವಿ ಪೂರ್ವ ಕಾಲೇಜು ಸಭಾಂಗಣದಲ್ಲಿ ಹಮ್ಮಿಕೊಳ್ಳಲಾಗಿದೆ. ಜಿಲ್ಲಾ ಮಟ್ಟದ ಕಾರ್ಯಕ್ರಮದಲ್ಲಿ ವಿಜೇತ ತಂಡಗಳಿಗೆ ಬಹುಮಾನ ವಿತರಣೆ ಮಾಡಲಾಗುವುದು ಎಂದು ಜಿಲ್ಲಾ ಮಟ್ಟದ ಅಧಿಕಾರಿ ತಿಳಿಸಿದ್ದಾರೆ.: [1021, 975, 1243, 1116]
column-rule: [760, 1538, 761, 2420]
lead-photo-strip: [569, 115, 1241, 223]
tv-listing-title: ಯುಗ: [195, 1713, 227, 1731]
todays-drop-subtitle: ಸಂಸ್ಕೃತಿ ಪರಿಚಯ: [137, 275, 239, 295]
people-job-article: [374, 36, 560, 1293]
power-cut-2-title: ವಿದ್ಯುತ್ ವ್ಯತ್ಯಯ: [954, 1602, 1119, 1630]
tv-listing-title: ಜಂಟಲ್‌ಮನ್: [195, 1585, 270, 1604]
tv-listing-info: ನಾನಿ, ನಿವೇತಾ ಇತರರು ಇಂದು ಮ. ೩ ಘಂಟೆಗೆ: [195, 1608, 348, 1641]
tv-listing: [188, 1492, 368, 1555]
tv-listing: [188, 995, 368, 1059]
snippets-headline: [1125, 1226, 1508, 1270]
column-rule: [948, 1538, 949, 2420]
agri-minister-article: [1255, 36, 1508, 1246]
tv-listing: [8, 1810, 184, 1893]
tv-listing-info: ವಿಜಯರಾಘವೇಂದ್ರ, ಪೂನಂದಿಲ್ಲೋನ್ ಇಂದು ಬೆಳಿಗ್ಗೆ ೧೦ ಘಂಟೆಗೆ: [16, 2070, 166, 2103]
nursing-headline: [374, 1804, 754, 1884]
person-photo: [1050, 115, 1145, 216]
power-cut-heading: ವಿದ್ಯುತ್ ವ್ಯತ್ಯಯ: [49, 490, 143, 510]
todays-drop-line: ಕೆಸರು ಎರಚಿಕೊಳ್ಳುವುದೇ ದೊಡ್ಡ ವಿಜಯ: [54, 358, 206, 372]
channel-label: ಉದಯ ಟಿ.ವಿ.: [8, 1578, 184, 1601]
